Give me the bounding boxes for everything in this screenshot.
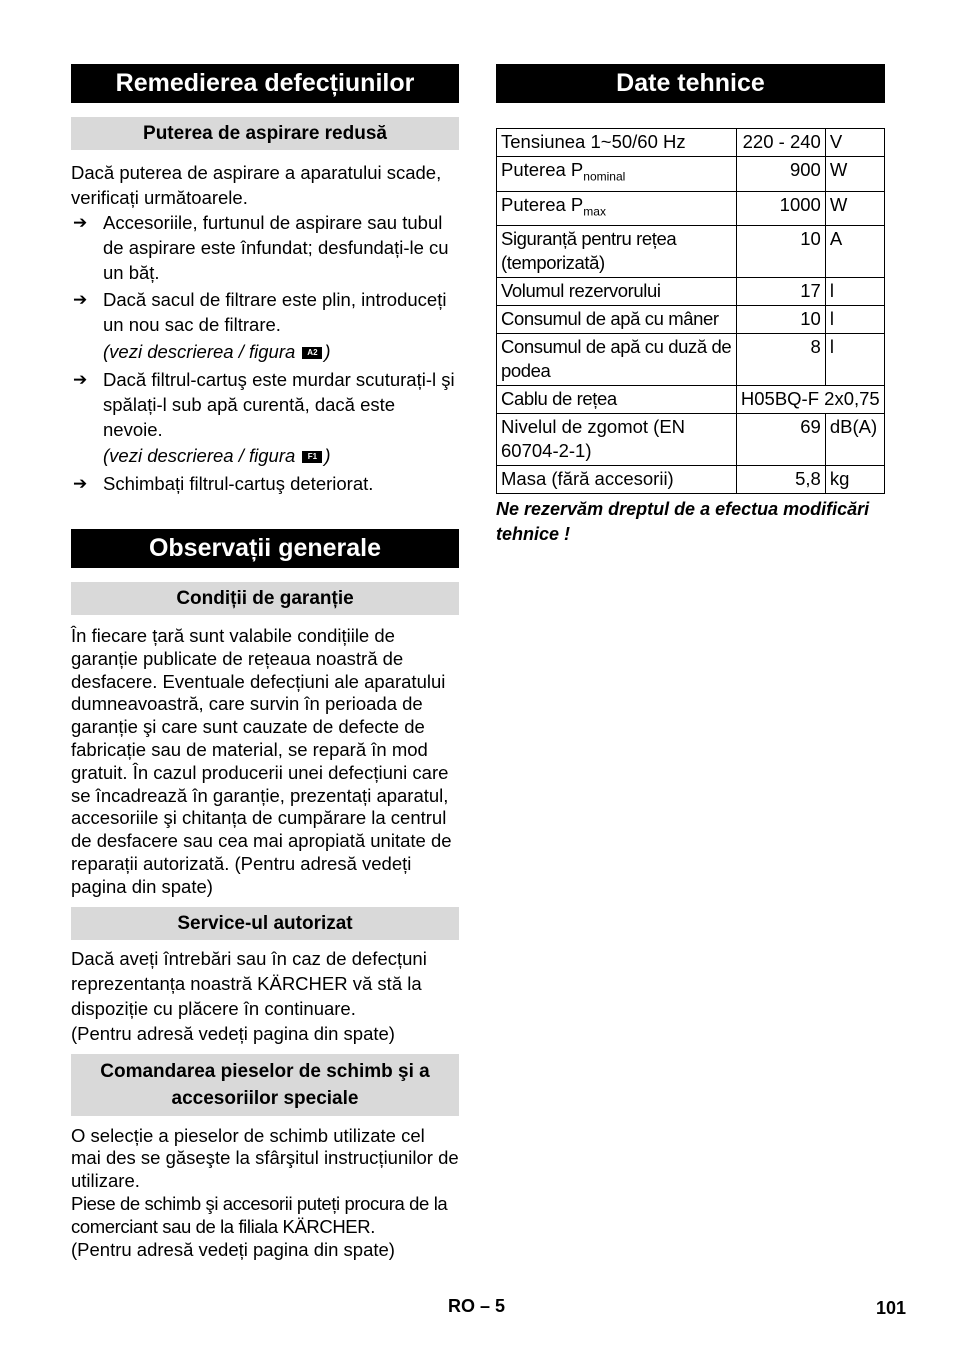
table-row (497, 306, 885, 334)
row-value: 900 (736, 157, 825, 192)
row-value: 10 (736, 306, 825, 334)
row-label: Nivelul de zgomot (EN 60704-2-1) (497, 414, 737, 466)
figure-a2-icon: A2 (302, 347, 322, 359)
row-label: Puterea $P_{nominal}$ (497, 157, 737, 192)
row-unit: l (825, 278, 884, 306)
row-unit: l (825, 334, 884, 386)
technical-data-table (496, 128, 885, 494)
page-number: 101 (876, 1298, 907, 1318)
section-title-general-notes: Observații generale (71, 529, 459, 568)
intro-text: Dacă puterea de aspirare a aparatului scade, verificați următoarele. (71, 162, 442, 208)
row-value: 1000 (736, 191, 825, 226)
table-row (497, 191, 885, 226)
subsection-title-warranty: Condiții de garanție (71, 582, 459, 615)
table-row (497, 334, 885, 386)
row-label: Cablu de rețea (497, 386, 737, 414)
section-page-label: RO – 5 (448, 1296, 506, 1316)
row-unit: dB(A) (825, 414, 884, 466)
row-value: 220 - 240 (736, 129, 825, 157)
row-unit: A (825, 226, 884, 278)
row-label: Siguranță pentru rețea (temporizată) (497, 226, 737, 278)
row-unit: kg (825, 466, 884, 494)
row-unit: V (825, 129, 884, 157)
figure-reference: (vezi descrierea / figura F1 ) (103, 445, 331, 466)
technical-note: Ne rezervăm dreptul de a efectua modificări tehnice ! (496, 499, 870, 545)
table-row (497, 226, 885, 278)
arrow-icon: ➔ (73, 290, 88, 309)
row-value: H05BQ-F 2x0,75 (736, 386, 884, 414)
list-item: ➔ Dacă sacul de filtrare este plin, introduceți un nou sac de filtrare. (73, 289, 447, 335)
service-address-note: (Pentru adresă vedeți pagina din spate) (71, 1022, 395, 1044)
service-text: Dacă aveți întrebări sau în caz de defecțuni reprezentanța noastră KÄRCHER vă stă la dispoziție cu plăcere în continuare. (71, 947, 427, 1019)
row-value: 69 (736, 414, 825, 466)
row-label: Tensiunea 1~50/60 Hz (497, 129, 737, 157)
subsection-title-service: Service-ul autorizat (71, 907, 459, 940)
table-row (497, 129, 885, 157)
list-item: ➔ Schimbați filtrul-cartuş deteriorat. (73, 473, 374, 494)
arrow-icon: ➔ (73, 213, 88, 232)
figure-reference: (vezi descrierea / figura A2 ) (103, 341, 331, 362)
subsection-title-spare-parts: Comandarea pieselor de schimb şi a accesoriilor speciale (71, 1054, 459, 1116)
section-title-technical-data: Date tehnice (496, 64, 885, 103)
arrow-icon: ➔ (73, 474, 88, 493)
figure-f1-icon: F1 (302, 451, 322, 463)
row-label: Masa (fără accesorii) (497, 466, 737, 494)
spare-parts-address-note: (Pentru adresă vedeți pagina din spate) (71, 1238, 395, 1260)
row-value: 10 (736, 226, 825, 278)
spare-parts-order-text: Piese de schimb şi accesorii puteți procura de la comerciant sau de la filiala KÄRCHER. (71, 1192, 448, 1237)
row-label: Consumul de apă cu mâner (497, 306, 737, 334)
table-row (497, 414, 885, 466)
row-label: Volumul rezervorului (497, 278, 737, 306)
subsection-title-suction: Puterea de aspirare redusă (71, 117, 459, 150)
table-row (497, 157, 885, 192)
table-row (497, 386, 885, 414)
spare-parts-text: O selecție a pieselor de schimb utilizate cel mai des se găseşte la sfârşitul instrucțiunilor de utilizare. (71, 1124, 459, 1192)
table-row (497, 278, 885, 306)
section-title-troubleshooting: Remedierea defecțiunilor (71, 64, 459, 103)
row-unit: l (825, 306, 884, 334)
warranty-text: În fiecare țară sunt valabile condițiile de garanție publicate de rețeaua noastră de desfacere. Eventuale defecțiuni ale aparatului dumneavoastră, care survin în perioada de garanție şi care sunt cauzate de defecte de fabricație sau de material, se repară în mod gratuit. În cazul producerii unei defecțiuni care se încadrează în garanție, prezentați aparatul, accesoriile şi chitanța de cumpărare la centrul de desfacere sau cea mai apropiată unitate de reparații autorizată. (Pentru adresă vedeți pagina din spate) (71, 625, 452, 897)
row-value: 8 (736, 334, 825, 386)
row-value: 5,8 (736, 466, 825, 494)
list-item: ➔ Dacă filtrul-cartuş este murdar scuturați-l şi spălați-l sub apă curentă, dacă este nevoie. (73, 369, 455, 440)
table-row (497, 466, 885, 494)
row-unit: W (825, 157, 884, 192)
left-column (71, 64, 459, 1261)
right-column (496, 64, 885, 547)
row-unit: W (825, 191, 884, 226)
row-label: Consumul de apă cu duză de podea (497, 334, 737, 386)
list-item: ➔ Accesoriile, furtunul de aspirare sau tubul de aspirare este înfundat; desfundați-le cu un băț. (73, 212, 449, 283)
arrow-icon: ➔ (73, 370, 88, 389)
row-value: 17 (736, 278, 825, 306)
row-label: Puterea $P_{max}$ (497, 191, 737, 226)
